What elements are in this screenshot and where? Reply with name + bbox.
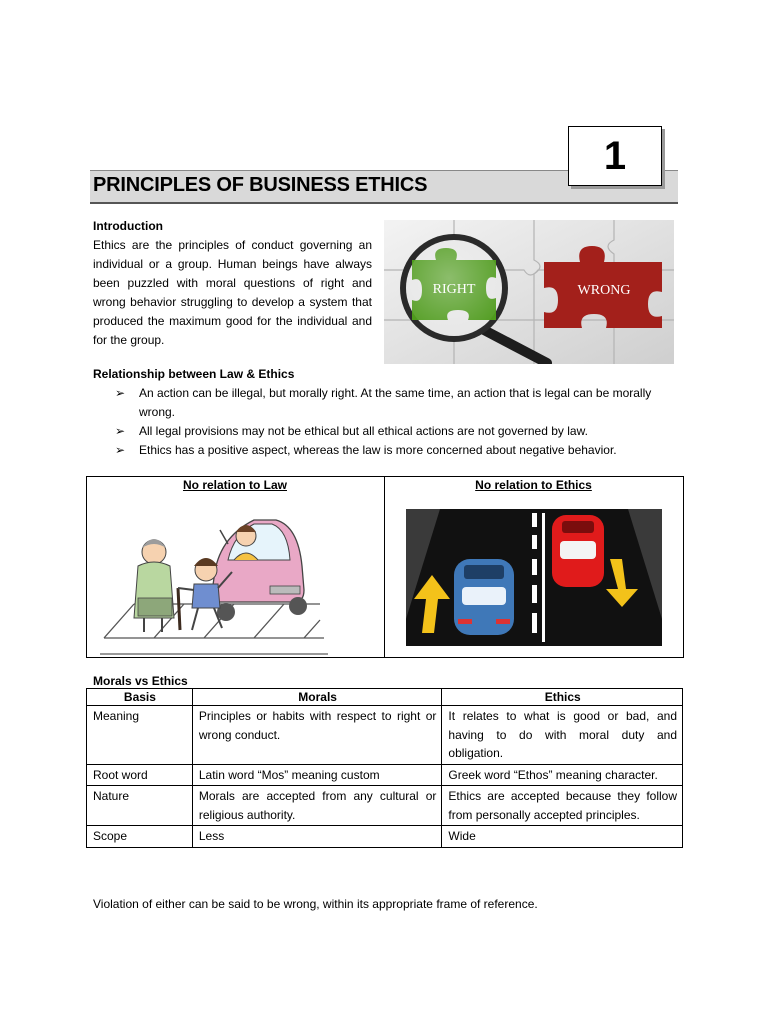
- elderly-woman-icon: [134, 539, 180, 632]
- arrowhead-bullet-icon: ➢: [115, 386, 126, 400]
- table-cell: Root word: [87, 764, 193, 786]
- morals-vs-ethics-table: [86, 688, 683, 848]
- column-header: Morals: [192, 689, 442, 706]
- table-header-row: [87, 689, 683, 706]
- table-row: [87, 706, 683, 765]
- table-cell: Wide: [442, 826, 683, 848]
- column-header: Ethics: [442, 689, 683, 706]
- closing-statement: Violation of either can be said to be wrong, within its appropriate frame of reference.: [93, 897, 538, 911]
- table-cell: Ethics are accepted because they follow from personally accepted principles.: [442, 786, 683, 826]
- table-cell: Latin word “Mos” meaning custom: [192, 764, 442, 786]
- table-row: [87, 764, 683, 786]
- table-row: [87, 786, 683, 826]
- crosswalk-illustration: [94, 508, 334, 656]
- no-relation-to-ethics-caption: No relation to Ethics: [475, 478, 592, 492]
- arrowhead-bullet-icon: ➢: [115, 442, 126, 457]
- right-wrong-puzzle-image: [384, 220, 674, 364]
- relationship-heading: Relationship between Law & Ethics: [93, 367, 295, 381]
- panel-divider: [384, 476, 385, 657]
- list-item: ➢ Ethics has a positive aspect, whereas the law is more concerned about negative behavior.: [115, 441, 660, 460]
- list-item: ➢ An action can be illegal, but morally right. At the same time, an action that is legal can be morally wrong.: [115, 386, 652, 419]
- table-cell: Nature: [87, 786, 193, 826]
- introduction-heading: Introduction: [93, 219, 163, 233]
- no-relation-to-law-caption: No relation to Law: [182, 478, 287, 492]
- introduction-text: Ethics are the principles of conduct governing an individual or a group. Human beings have always been puzzled with moral questions of right and wrong behavior struggling to develop a system that produced the maximum good for the individual and for the group.: [93, 238, 372, 347]
- table-cell: Meaning: [87, 706, 193, 765]
- chapter-number: 1: [603, 133, 627, 178]
- arrowhead-bullet-icon: ➢: [115, 423, 126, 438]
- table-cell: Greek word “Ethos” meaning character.: [442, 764, 683, 786]
- blue-car-icon: [454, 559, 514, 635]
- relationship-bullet-list: [115, 384, 660, 460]
- table-cell: Scope: [87, 826, 193, 848]
- page-title: PRINCIPLES OF BUSINESS ETHICS: [93, 174, 428, 196]
- red-car-icon: [552, 515, 604, 587]
- table-cell: Less: [192, 826, 442, 848]
- car-icon: [212, 520, 307, 621]
- wrong-label: WRONG: [577, 283, 631, 298]
- column-header: Basis: [87, 689, 193, 706]
- list-item: ➢ All legal provisions may not be ethical but all ethical actions are not governed by law.: [115, 422, 660, 441]
- table-cell: Principles or habits with respect to right or wrong conduct.: [192, 706, 442, 765]
- morals-vs-ethics-heading: Morals vs Ethics: [93, 674, 188, 688]
- chapter-number-box: [568, 126, 662, 186]
- road-overtaking-illustration: [406, 509, 662, 646]
- table-cell: It relates to what is good or bad, and having to do with moral duty and obligation.: [442, 706, 683, 765]
- table-row: [87, 826, 683, 848]
- table-cell: Morals are accepted from any cultural or religious authority.: [192, 786, 442, 826]
